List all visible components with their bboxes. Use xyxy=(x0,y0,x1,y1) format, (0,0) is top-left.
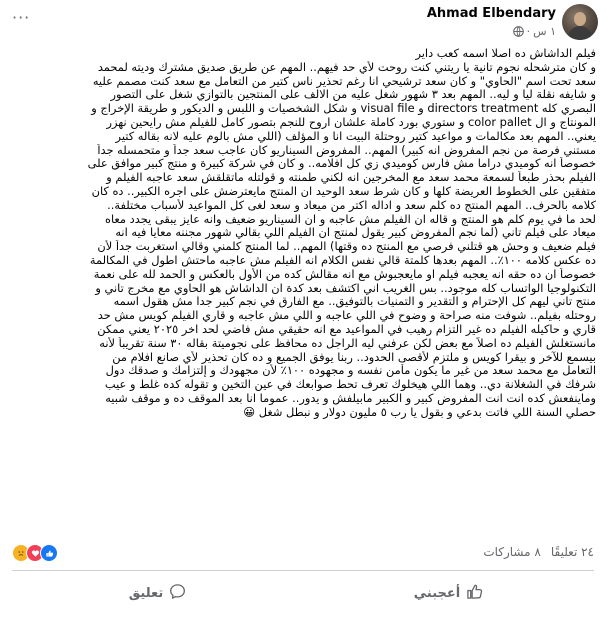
actions-divider xyxy=(12,570,594,571)
comment-button[interactable] xyxy=(12,574,303,612)
post-text-line: المونتاج و ال color pallet و ستوري بورد كاملة علشان اروح للنجم بتصور كامل للفيلم مش رايحين نهزر xyxy=(106,115,596,129)
avatar-face xyxy=(574,12,586,26)
meta-separator: · xyxy=(526,25,531,38)
post-header xyxy=(0,0,606,46)
comments-count[interactable]: ٢٤ تعليقًا xyxy=(550,545,594,559)
post-text-line: البصري كله directors treatment و visual file و شكل الشخصيات و اللبس و الديكور و طريقة الإخراج و xyxy=(91,102,596,116)
post-text-line: التكنولوجيا الواتساب كله موجود.. بس الغريب اني اكتشف بعد كدة ان الداشاش هو الحاوي مع مخرج تاني و xyxy=(95,281,596,295)
post-text-line: خصوصاً ان ده حقه انه يعجبه فيلم او مايعجبوش مع انه مقالش كده من الأول بالعكس و الحمد لله على نعمة xyxy=(93,267,596,281)
post-text-line: وماينفعش كده انت انت المفروض كبير و الكبير مابيلفش و يدور.. عموما انا بعد الموقف ده و موقف شبيه xyxy=(105,391,596,405)
post-stats xyxy=(0,544,606,566)
post-text-line: بيسمع للآخر و بيقرا كويس و ملتزم لأقصى الحدود.. ربنا يوفق الجميع و ده كان تحذير لأي صانع افلام من xyxy=(112,350,596,364)
comment-icon xyxy=(169,583,186,604)
post-text-line: يعني.. المهم بعد مكالمات و مواعيد كتير روحتلة البيت انا و المؤلف (اللي مش بالوم عليه لانه بقاله كتير xyxy=(115,129,596,143)
post-text-line: فيلم ضعيف و وحش هو قتلني فرصي مع المنتج ده وقتها) المهم.. لما المنتج كلمني وقالي استغربت جداً لأن xyxy=(97,240,596,254)
more-options-icon[interactable]: ··· xyxy=(12,8,31,27)
author-name[interactable]: Ahmad Elbendary xyxy=(426,6,556,21)
post-time[interactable]: ١ س xyxy=(533,25,556,38)
post-meta xyxy=(513,25,556,38)
reaction-icons[interactable] xyxy=(12,544,58,562)
like-button[interactable] xyxy=(303,574,594,612)
post-actions xyxy=(12,574,594,612)
post-text-line: ده عكس كلامه ١٠٠٪.. المهم بعدها كلمتة قالي نفس الكلام انه الفيلم مش عاجبه ماحتش اطول في المكالمة xyxy=(89,253,596,267)
post-text-line: سعد تحت اسم "الحاوي" و كان سعد ترشيحي انا رغم تحذير ناس كتير من التعامل مع سعد كنت مصمم عليه xyxy=(92,74,596,88)
like-label: أعجبني xyxy=(413,585,461,601)
engagement-counts xyxy=(483,545,594,559)
comment-label: تعليق xyxy=(128,585,164,601)
shares-count[interactable]: ٨ مشاركات xyxy=(483,545,541,559)
like-reaction-icon xyxy=(40,544,58,562)
post-text-line: مستني فرصة من نجم المفروض انه كبير) المهم.. المفروض السيناريو كان عاجب سعد جداً و متحمسله جداً xyxy=(97,143,596,157)
post-text-line: و كان مترشحله نجوم تانية يا ريتني كنت روحت لأي حد فيهم.. المهم عن طريق صديق مشترك وديته لمحمد xyxy=(97,60,596,74)
avatar-body xyxy=(568,26,592,40)
globe-icon xyxy=(513,26,524,37)
post-text-line: الفيلم بحذر طبعاً لسمعة محمد سعد مع المخرجين انه لكني طمنته و قولتله ماتقلقش سعد عاجبه الفيلم و xyxy=(106,171,596,185)
post-text-line: خصوصاً انه كوميدي دراما مش فارس كوميدي زي كل افلامه.. و كان في شركة كبيرة و منتج كبير موافق على xyxy=(87,157,596,171)
post-text-line: حصلي السنة اللي فاتت بدعي و بقول يا رب ٥ مليون دولار و نبطل شغل 😀 xyxy=(243,405,596,419)
post-text-line: قاري و حاكيله الفيلم ده غير التزام رهيب في المواعيد مع انه حقيقي مش فاضي لحد اخر ٢٠٢٥ يعني ممكن xyxy=(97,322,596,336)
like-icon xyxy=(466,583,483,604)
post-text-line: متفقين على الخطوط العريضة كلها و كان شرط سعد الوحيد ان المنتج مايعترضش على اجره الكبير.. ده كان xyxy=(91,184,596,198)
post-text xyxy=(8,47,596,420)
post-text-line: لحد ما في يوم كلم هو المنتج و قاله ان الفيلم مش عاجبه و ان السيناريو ضعيف وانه عايز يبقى يجدد معاه xyxy=(104,212,596,226)
post-text-line: شرفك في الشغلانة دي.. وهما اللي هيخلوك تعرف تحط صوابعك في عين التخين و تقوله كده غلط و عيب xyxy=(104,378,596,392)
post-text-line: كلامه بالحرف.. المهم المنتج ده كلم سعد و اداله اكتر من ميعاد و سعد لغى كل المواعيد لأسباب مختلفة.. xyxy=(107,198,596,212)
post-text-line: منتج تاني ليهم كل الإحترام و التقدير و التمنيات بالتوفيق.. مع الفارق في نجم كبير جدا مش هقول اسمه xyxy=(113,295,596,309)
post-text-line: فيلم الداشاش ده اصلا اسمه كعب داير xyxy=(415,47,596,60)
post-text-line: و شايفه نقلة ليا و ليه.. المهم بعد ٣ شهور شغل عليه من الالف على المنتجين بالتوازي شغل على التصور xyxy=(110,88,596,102)
post-text-line: روحتله بفيلم.. شوفت منه صراحة و وضوح في اللي عاجبه و اللي مش عاجبه و قاري الفيلم كويس مش حد xyxy=(97,309,596,323)
post-text-line: التعامل مع محمد سعد من غير ما يكون مأمن نفسه و مجهوده ١٠٠٪ لأن مجهودك و إلتزامك و صدقك دول xyxy=(105,364,596,378)
post-text-line: ميعاد على فيلم تاني (لما نجم المفروض كبير يقول لمنتج ان الفيلم اللي بقالي شهور مجننه معايا فيه انه xyxy=(115,226,596,240)
post-text-line: مانستغلش الفيلم ده اصلاً مع بعض لكن عرفني ليه الراجل ده محافظ على نجوميتة بقاله ٣٠ سنة تقريباً لأنه xyxy=(99,336,596,350)
author-avatar[interactable] xyxy=(562,4,598,40)
